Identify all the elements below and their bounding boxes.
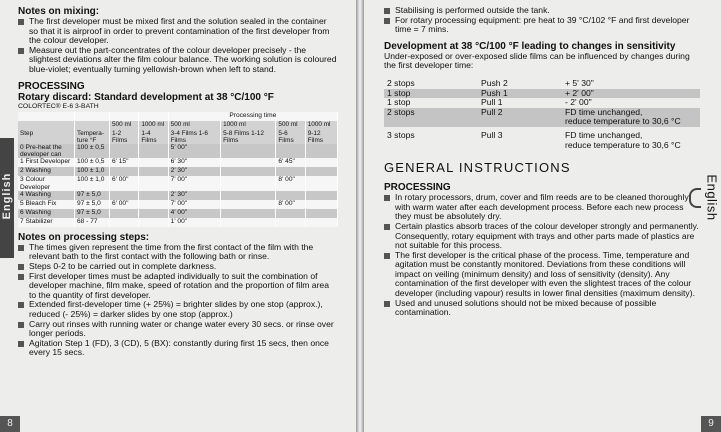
time-cell <box>276 191 305 200</box>
time-cell <box>110 209 139 218</box>
language-tab-label: English <box>704 174 720 221</box>
book-gutter <box>356 0 364 432</box>
table-row <box>384 98 700 108</box>
rotary-title: Rotary discard: Standard development at 38 °C/100 °F <box>18 91 274 103</box>
time-cell: 2' 30" <box>168 167 220 176</box>
table-row <box>384 127 700 141</box>
stops-cell: 1 stop <box>387 97 411 108</box>
time-cell <box>139 218 168 227</box>
col-films-5-6: 5-6 Films <box>276 130 305 144</box>
top-bullet: For rotary processing equipment: pre heat to 39 °C/102 °F and first developer time = 7 mins. <box>384 16 700 35</box>
col-films-1-2: 1-2 Films <box>110 130 139 144</box>
left-content <box>18 6 338 358</box>
time-cell <box>276 144 305 158</box>
time-cell: 6' 00" <box>110 176 139 190</box>
col-films-3-4: 3-4 Films 1-6 Films <box>168 130 220 144</box>
mixing-bullet: The first developer must be mixed first and the solution sealed in the container so that it is airproof in order to prevent contamination of the first developer from the colour developer. <box>18 17 338 46</box>
steps-bullet: Steps 0-2 to be carried out in complete darkness. <box>18 262 338 272</box>
col-500c: 500 ml <box>276 121 305 130</box>
tab-mark-icon <box>689 188 701 208</box>
time-cell <box>276 209 305 218</box>
time-cell <box>276 167 305 176</box>
processing-table <box>18 112 338 227</box>
time-cell <box>221 200 276 209</box>
table-row <box>18 176 338 190</box>
mode-cell: Push 1 <box>478 89 562 99</box>
time-cell: 6' 30" <box>168 158 220 167</box>
step-cell: 6 Washing <box>18 209 75 218</box>
mixing-title: Notes on mixing: <box>18 6 100 17</box>
page-number-right: 9 <box>701 416 721 432</box>
step-cell: 0 Pre-heat the developer can <box>18 144 75 158</box>
development-title: Development at 38 °C/100 °F leading to changes in sensitivity <box>384 40 676 52</box>
step-cell: 4 Washing <box>18 191 75 200</box>
temp-cell: 100 ± 1,0 <box>75 167 110 176</box>
right-content <box>384 6 700 318</box>
table-row <box>18 144 338 158</box>
table-row <box>18 191 338 200</box>
steps-bullet: Carry out rinses with running water or change water every 30 secs. or rinse over longer periods. <box>18 320 338 339</box>
temp-cell: 100 ± 0,5 <box>75 158 110 167</box>
time-cell <box>139 176 168 190</box>
time-cell <box>139 209 168 218</box>
table-row <box>384 141 700 151</box>
change-cell: + 2' 00" <box>562 89 700 99</box>
col-films-9-12: 9-12 Films <box>305 130 337 144</box>
temp-cell: 100 ± 0,5 <box>75 144 110 158</box>
time-cell <box>221 191 276 200</box>
table-row <box>384 89 700 99</box>
steps-bullet: First developer times must be adapted individually to suit the combination of developer machine, film make, speed of rotation and the proportion of film area to the quantity of first developer. <box>18 272 338 301</box>
processing-bullet: In rotary processors, drum, cover and film reeds are to be cleaned thoroughly with warm water after each development process. Before each new process they must be absolutely dry. <box>384 193 700 222</box>
time-cell <box>221 144 276 158</box>
time-cell <box>305 176 337 190</box>
time-cell <box>110 144 139 158</box>
time-cell: 8' 00" <box>276 176 305 190</box>
change-cell: FD time unchanged, <box>562 108 700 118</box>
change-cell: FD time unchanged, <box>565 129 643 140</box>
time-cell <box>305 200 337 209</box>
time-cell <box>276 218 305 227</box>
processing-time-header: Processing time <box>168 112 337 121</box>
time-cell <box>305 191 337 200</box>
time-cell <box>139 144 168 158</box>
page-number-left: 8 <box>0 416 20 432</box>
general-instructions-title: GENERAL INSTRUCTIONS <box>384 160 571 176</box>
stops-cell: 2 stops <box>387 77 415 88</box>
development-intro: Under-exposed or over-exposed slide films can be influenced by changes during the first developer time: <box>384 50 690 71</box>
step-cell: 1 First Developer <box>18 158 75 167</box>
time-cell: 8' 00" <box>276 200 305 209</box>
language-tab-left <box>0 138 14 258</box>
processing-title-right: PROCESSING <box>384 182 451 194</box>
stops-table <box>384 79 700 150</box>
processing-bullet: Used and unused solutions should not be mixed because of possible contamination. <box>384 299 700 318</box>
time-cell <box>110 191 139 200</box>
table-row <box>18 158 338 167</box>
time-cell: 6' 00" <box>110 200 139 209</box>
steps-title: Notes on processing steps: <box>18 231 150 243</box>
steps-bullet: Agitation Step 1 (FD), 3 (CD), 5 (BX): constantly during first 15 secs, then once every 15 secs. <box>18 339 338 358</box>
table-row <box>18 218 338 227</box>
time-cell <box>305 218 337 227</box>
time-cell <box>221 167 276 176</box>
processing-title: PROCESSING <box>18 80 85 92</box>
change-cell: reduce temperature to 30,6 °C <box>562 117 700 127</box>
time-cell <box>305 167 337 176</box>
time-cell <box>110 218 139 227</box>
time-cell: 5' 00" <box>168 144 220 158</box>
mode-cell: Pull 1 <box>481 97 503 108</box>
time-cell <box>221 158 276 167</box>
step-cell: 7 Stabilizer <box>18 218 75 227</box>
right-page <box>364 0 721 432</box>
temp-cell: 97 ± 5,0 <box>75 209 110 218</box>
time-cell <box>305 209 337 218</box>
stops-cell: 3 stops <box>387 129 415 140</box>
table-row <box>384 79 700 89</box>
step-cell: 5 Bleach Fix <box>18 200 75 209</box>
step-cell: 2 Washing <box>18 167 75 176</box>
time-cell <box>139 200 168 209</box>
change-cell: + 5' 30" <box>565 77 594 88</box>
language-tab-label: English <box>1 172 13 220</box>
col-1000b: 1000 ml <box>221 121 276 130</box>
processing-bullet: The first developer is the critical phase of the process. Time, temperature and agitation must be constantly monitored. Deviations from these conditions will impact on veiling (minimum density) and loss of sensitivity (density). Any contamination of the first developer with even the slightest traces of the colour developer (including vapour) results in lower final densities (maximum density). <box>384 251 700 299</box>
temp-cell: 100 ± 1,0 <box>75 176 110 190</box>
kit-name: COLORTEC® E-6 3-BATH <box>18 102 99 110</box>
temp-cell: 68 - 77 <box>75 218 110 227</box>
steps-bullet: Extended first-developer time (+ 25%) = brighter slides by one stop (approx.), reduced (- 25%) = darker slides by one stop (approx.) <box>18 300 338 319</box>
language-tab-right <box>703 150 721 244</box>
time-cell: 6' 45" <box>276 158 305 167</box>
col-step: Step <box>18 130 75 144</box>
time-cell <box>221 176 276 190</box>
table-row <box>18 200 338 209</box>
processing-bullet: Certain plastics absorb traces of the colour developer strongly and permanently. Consequently, rotary equipment with trays and other parts made of plastics are not suitable for this process. <box>384 222 700 251</box>
time-cell <box>221 218 276 227</box>
table-row <box>18 167 338 176</box>
temp-cell: 97 ± 5,0 <box>75 191 110 200</box>
time-cell: 7' 00" <box>168 200 220 209</box>
left-page <box>0 0 356 432</box>
mode-cell: Push 2 <box>481 77 508 88</box>
mixing-bullet: Measure out the part-concentrates of the colour developer precisely - the slightest deviations alter the film colour balance. The working solution is coloured blue-violet; eventually turning yellowish-brown when left to stand. <box>18 46 338 75</box>
time-cell <box>305 144 337 158</box>
time-cell: 2' 30" <box>168 191 220 200</box>
time-cell <box>110 167 139 176</box>
time-cell: 7' 00" <box>168 176 220 190</box>
mode-cell: Pull 2 <box>478 108 562 118</box>
top-bullet: Stabilising is performed outside the tank. <box>384 6 700 16</box>
col-films-1-4: 1-4 Films <box>139 130 168 144</box>
time-cell <box>139 191 168 200</box>
time-cell: 6' 15" <box>110 158 139 167</box>
time-cell <box>305 158 337 167</box>
temp-cell: 97 ± 5,0 <box>75 200 110 209</box>
table-row <box>384 117 700 127</box>
time-cell: 1' 00" <box>168 218 220 227</box>
col-films-5-8: 5-8 Films 1-12 Films <box>221 130 276 144</box>
steps-bullet: The times given represent the time from the first contact of the film with the relevant bath to the first contact with the following bath or rinse. <box>18 243 338 262</box>
stops-cell: 2 stops <box>384 108 478 118</box>
stops-cell: 1 stop <box>384 89 478 99</box>
change-cell: reduce temperature to 30,6 °C <box>565 139 681 150</box>
time-cell <box>221 209 276 218</box>
mode-cell: Pull 3 <box>481 129 503 140</box>
step-cell: 3 Colour Developer <box>18 176 75 190</box>
time-cell <box>139 167 168 176</box>
col-500a: 500 ml <box>110 121 139 130</box>
time-cell <box>139 158 168 167</box>
change-cell: - 2' 00" <box>565 97 592 108</box>
col-1000c: 1000 ml <box>305 121 337 130</box>
table-row <box>18 209 338 218</box>
col-500b: 500 ml <box>168 121 220 130</box>
col-temp: Tempera-ture °F <box>75 130 110 144</box>
col-1000a: 1000 ml <box>139 121 168 130</box>
time-cell: 4' 00" <box>168 209 220 218</box>
